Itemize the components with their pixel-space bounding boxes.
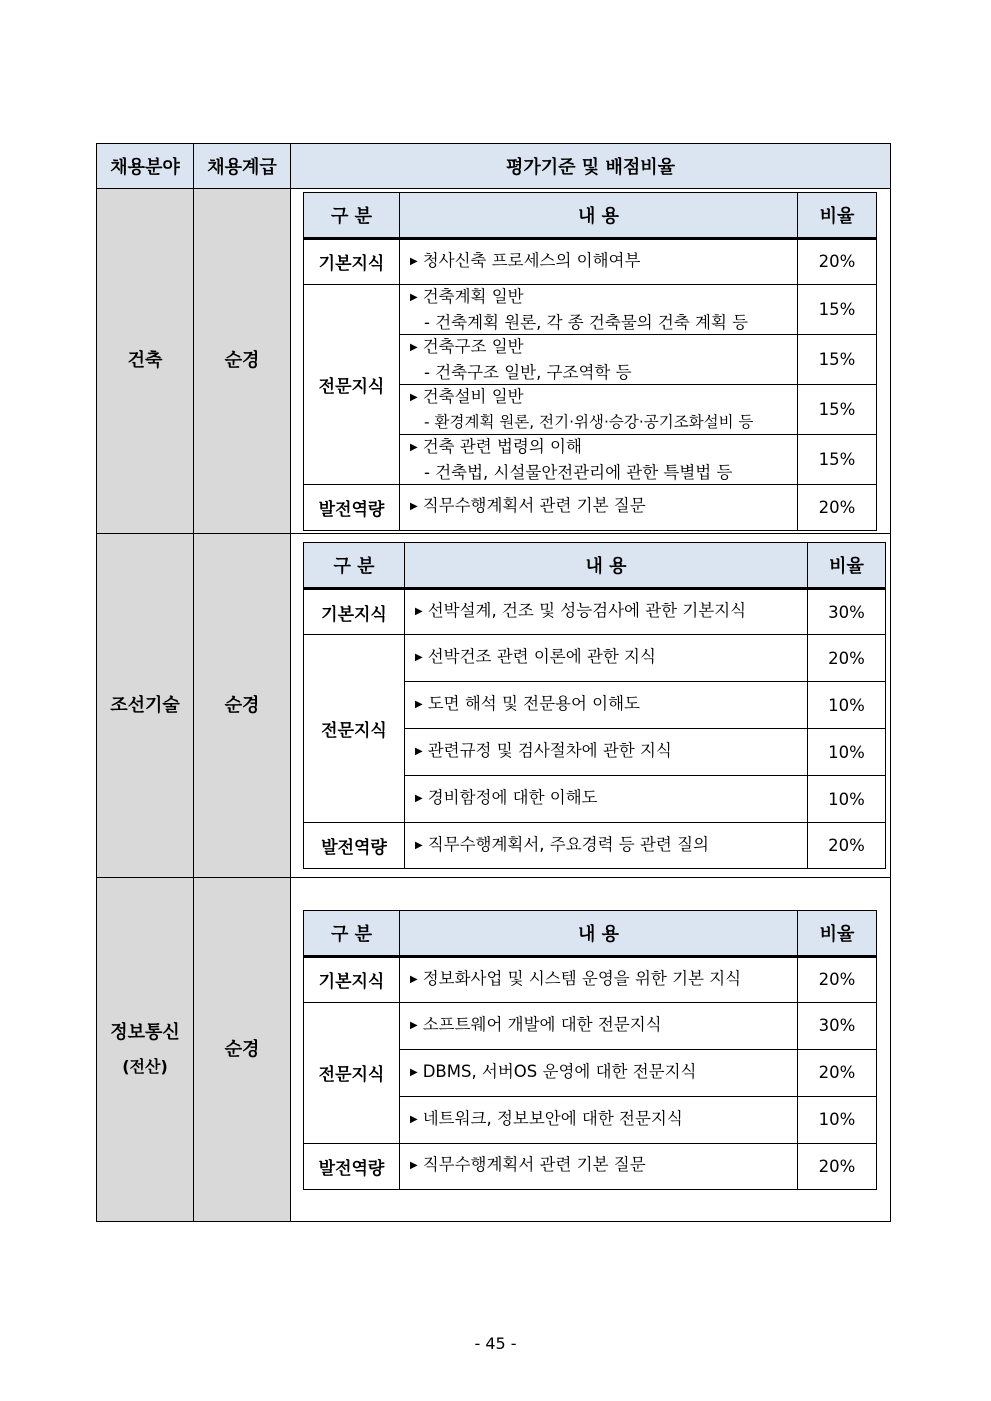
inner-header-ratio: 비율 — [808, 543, 886, 589]
item-text: 네트워크, 정보보안에 대한 전문지식 — [422, 1108, 683, 1128]
triangle-bullet-icon: ▶ — [410, 391, 418, 403]
inner-header-ratio: 비율 — [798, 910, 877, 956]
field-cell: 건축 — [97, 189, 194, 534]
inner-header-cat: 구 분 — [304, 192, 400, 238]
item-text: 청사신축 프로세스의 이해여부 — [422, 250, 641, 270]
ratio-value: 30% — [808, 589, 886, 635]
inner-header-content: 내 용 — [400, 192, 798, 238]
field-subtitle: (전산) — [122, 1056, 168, 1076]
header-field: 채용분야 — [97, 144, 194, 189]
table-row — [304, 238, 877, 284]
item-text: 직무수행계획서 관련 기본 질문 — [422, 496, 646, 515]
item-subtext: - 건축계획 원론, 각 종 건축물의 건축 계획 등 — [424, 312, 749, 332]
header-criteria: 평가기준 및 배점비율 — [291, 144, 891, 189]
ratio-value: 20% — [798, 1049, 877, 1096]
triangle-bullet-icon: ▶ — [410, 1160, 418, 1171]
category-label: 전문지식 — [304, 284, 400, 484]
section-architecture — [97, 189, 891, 534]
grade-cell: 순경 — [194, 189, 291, 534]
item-text: 건축 관련 법령의 이해 — [422, 436, 582, 456]
ratio-value: 20% — [808, 635, 886, 682]
ratio-value: 10% — [798, 1096, 877, 1143]
table-row — [304, 635, 886, 682]
triangle-bullet-icon: ▶ — [415, 652, 423, 663]
ratio-value: 20% — [798, 238, 877, 284]
ratio-value: 10% — [808, 776, 886, 823]
ratio-value: 30% — [798, 1002, 877, 1049]
item-text: DBMS, 서버OS 운영에 대한 전문지식 — [422, 1061, 697, 1081]
category-label: 전문지식 — [304, 635, 405, 823]
table-row — [304, 956, 877, 1002]
item-text: 정보화사업 및 시스템 운영을 위한 기본 지식 — [422, 968, 742, 988]
table-row — [304, 1002, 877, 1049]
inner-header-cat: 구 분 — [304, 910, 400, 956]
field-cell: 정보통신 — [110, 1021, 180, 1043]
ratio-value: 20% — [808, 823, 886, 869]
page-number: - 45 - — [474, 1334, 517, 1353]
triangle-bullet-icon: ▶ — [410, 291, 418, 303]
triangle-bullet-icon: ▶ — [410, 973, 418, 985]
category-label: 전문지식 — [304, 1002, 400, 1143]
item-subtext: - 건축법, 시설물안전관리에 관한 특별법 등 — [424, 462, 733, 482]
item-text: 선박건조 관련 이론에 관한 지식 — [427, 647, 656, 666]
ratio-value: 15% — [798, 384, 877, 434]
triangle-bullet-icon: ▶ — [415, 606, 423, 617]
category-label: 발전역량 — [304, 823, 405, 869]
category-label: 발전역량 — [304, 1143, 400, 1189]
evaluation-table — [96, 143, 891, 1222]
item-text: 건축설비 일반 — [422, 386, 524, 406]
item-text: 선박설계, 건조 및 성능검사에 관한 기본지식 — [427, 601, 747, 620]
table-row — [304, 284, 877, 334]
ratio-value: 15% — [798, 434, 877, 484]
criteria-table — [303, 192, 877, 531]
grade-cell: 순경 — [194, 878, 291, 1222]
triangle-bullet-icon: ▶ — [415, 746, 423, 757]
item-text: 직무수행계획서 관련 기본 질문 — [422, 1155, 646, 1174]
triangle-bullet-icon: ▶ — [410, 441, 418, 453]
ratio-value: 10% — [808, 682, 886, 729]
category-label: 기본지식 — [304, 589, 405, 635]
item-text: 소프트웨어 개발에 대한 전문지식 — [422, 1014, 662, 1034]
item-text: 건축계획 일반 — [422, 286, 524, 306]
table-row — [304, 823, 886, 869]
triangle-bullet-icon: ▶ — [415, 793, 423, 804]
ratio-value: 10% — [808, 729, 886, 776]
triangle-bullet-icon: ▶ — [410, 1019, 418, 1031]
triangle-bullet-icon: ▶ — [415, 839, 423, 851]
item-text: 건축구조 일반 — [422, 336, 524, 356]
triangle-bullet-icon: ▶ — [415, 699, 423, 710]
category-label: 기본지식 — [304, 956, 400, 1002]
triangle-bullet-icon: ▶ — [410, 501, 418, 512]
inner-header-ratio: 비율 — [798, 192, 877, 238]
inner-header-content: 내 용 — [405, 543, 808, 589]
item-subtext: - 건축구조 일반, 구조역학 등 — [424, 362, 632, 382]
criteria-table — [303, 542, 886, 869]
triangle-bullet-icon: ▶ — [410, 255, 418, 267]
inner-header-content: 내 용 — [400, 910, 798, 956]
triangle-bullet-icon: ▶ — [410, 341, 418, 353]
item-text: 경비함정에 대한 이해도 — [427, 788, 598, 807]
category-label: 기본지식 — [304, 238, 400, 284]
ratio-value: 15% — [798, 334, 877, 384]
header-grade: 채용계급 — [194, 144, 291, 189]
ratio-value: 20% — [798, 484, 877, 530]
item-subtext: - 환경계획 원론, 전기·위생·승강·공기조화설비 등 — [424, 412, 754, 431]
triangle-bullet-icon: ▶ — [410, 1113, 418, 1125]
field-cell: 조선기술 — [97, 534, 194, 878]
criteria-table — [303, 910, 877, 1190]
item-text: 직무수행계획서, 주요경력 등 관련 질의 — [427, 834, 709, 854]
table-row — [304, 1143, 877, 1189]
item-text: 관련규정 및 검사절차에 관한 지식 — [427, 741, 672, 760]
category-label: 발전역량 — [304, 484, 400, 530]
grade-cell: 순경 — [194, 534, 291, 878]
section-it — [97, 878, 891, 1222]
ratio-value: 20% — [798, 1143, 877, 1189]
ratio-value: 20% — [798, 956, 877, 1002]
triangle-bullet-icon: ▶ — [410, 1066, 418, 1078]
table-row — [304, 589, 886, 635]
ratio-value: 15% — [798, 284, 877, 334]
section-shipbuilding — [97, 534, 891, 878]
table-row — [304, 484, 877, 530]
outer-header-row — [97, 144, 891, 189]
item-text: 도면 해석 및 전문용어 이해도 — [427, 694, 640, 713]
inner-header-cat: 구 분 — [304, 543, 405, 589]
